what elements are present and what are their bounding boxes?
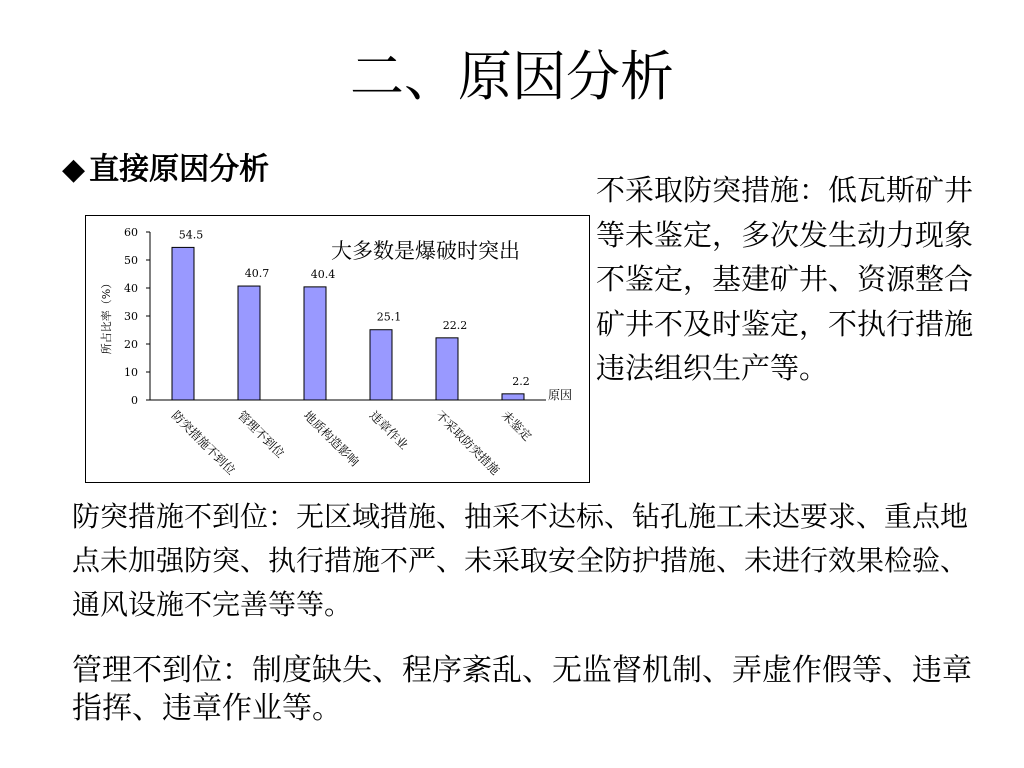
x-tick-label-1: 防突措施不到位: [168, 408, 239, 478]
y-tick-label: 0: [131, 394, 138, 407]
data-label-5: 22.2: [442, 318, 468, 332]
bar-2: [238, 286, 260, 400]
x-tick-label-3: 地质构造影响: [300, 408, 362, 470]
paragraph-insufficient-measures: 防突措施不到位：无区域措施、抽采不达标、钻孔施工未达要求、重点地点未加强防突、执行措施不严、未采取安全防护措施、未进行效果检验、通风设施不完善等等。: [72, 500, 969, 621]
data-label-4: 25.1: [376, 310, 402, 324]
x-tick-label-4: 违章作业: [366, 408, 411, 453]
right-explanation-text: 不采取防突措施：低瓦斯矿井等未鉴定，多次发生动力现象不鉴定，基建矿井、资源整合矿井不及时鉴定，不执行措施违法组织生产等。: [596, 173, 974, 385]
y-tick-label: 60: [124, 226, 138, 239]
y-tick-label: 30: [124, 310, 138, 323]
y-tick-label: 40: [124, 282, 138, 295]
y-tick-label: 10: [124, 366, 138, 379]
y-tick-label: 50: [124, 254, 138, 267]
section-heading-text: 直接原因分析: [89, 152, 270, 187]
data-label-6: 2.2: [512, 374, 530, 388]
x-axis-label: 原因: [548, 388, 573, 402]
data-label-1: 54.5: [178, 228, 204, 242]
slide-title: 二、原因分析: [350, 45, 674, 108]
diamond-bullet-icon: ◆: [62, 152, 86, 187]
data-label-3: 40.4: [310, 267, 336, 281]
bar-5: [436, 338, 458, 400]
chart-annotation: 大多数是爆破时突出: [331, 239, 520, 263]
data-label-2: 40.7: [244, 267, 270, 281]
bar-6: [502, 394, 524, 400]
x-tick-label-6: 未鉴定: [498, 408, 535, 444]
x-tick-label-2: 管理不到位: [234, 408, 288, 461]
bar-chart: [85, 215, 590, 483]
y-axis-label: 所占比率（%）: [100, 277, 113, 355]
bar-4: [370, 330, 392, 400]
x-tick-label-5: 不采取防突措施: [432, 408, 503, 478]
section-heading: [62, 150, 269, 190]
bar-3: [304, 287, 326, 400]
bar-1: [172, 247, 194, 400]
y-tick-label: 20: [124, 338, 138, 351]
paragraph-management-failure: 管理不到位：制度缺失、程序紊乱、无监督机制、弄虚作假等、违章指挥、违章作业等。: [72, 653, 972, 726]
